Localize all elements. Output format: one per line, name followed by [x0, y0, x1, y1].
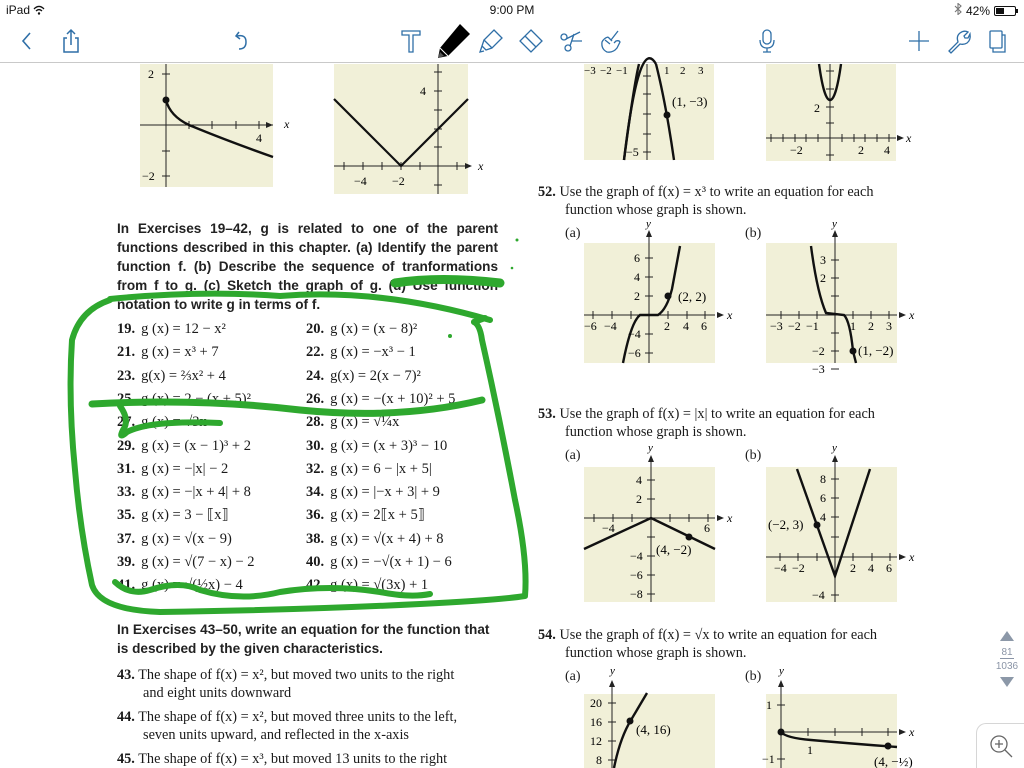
- bluetooth-icon: [954, 3, 962, 18]
- exercise-42: [306, 577, 428, 594]
- svg-text:y: y: [646, 218, 651, 230]
- exercise-number: 27.: [117, 414, 136, 431]
- exercise-expression: g (x) = −√(x + 1) − 6: [330, 554, 452, 570]
- current-page: 81: [1001, 647, 1013, 658]
- svg-text:−3: −3: [584, 65, 596, 77]
- graph-52b: [766, 218, 915, 376]
- svg-text:(1, −2): (1, −2): [858, 343, 894, 358]
- exercise-expression: g (x) = x³ + 7: [141, 344, 219, 361]
- exercise-number: 38.: [306, 530, 325, 547]
- svg-text:y: y: [779, 665, 784, 677]
- svg-text:2: 2: [868, 319, 874, 333]
- svg-text:1: 1: [807, 743, 813, 757]
- svg-text:(1, −3): (1, −3): [672, 94, 708, 109]
- svg-text:x: x: [909, 308, 915, 322]
- exercise-expression: g (x) = √(½x) − 4: [141, 577, 243, 594]
- page-navigator: [992, 630, 1022, 700]
- scissors-tool-icon: [558, 28, 584, 54]
- svg-text:−3: −3: [770, 319, 783, 333]
- eraser-tool-icon: [518, 28, 544, 54]
- svg-text:−6: −6: [628, 346, 641, 360]
- graph-54a: [584, 665, 719, 768]
- exercise-expression: g (x) = √¼x: [330, 414, 400, 431]
- svg-text:1: 1: [766, 698, 772, 712]
- exercise-20: [306, 321, 417, 338]
- exercise-expression: g (x) = |−x + 3| + 9: [330, 484, 440, 501]
- exercise-28: [306, 414, 399, 431]
- exercise-expression: g (x) = −x³ − 1: [330, 344, 416, 361]
- exercise-number: 41.: [117, 577, 136, 594]
- exercise-expression: g (x) = √(x + 4) + 8: [330, 530, 444, 547]
- pages-button[interactable]: [982, 26, 1012, 56]
- exercise-52: 52. Use the graph of f(x) = x³ to write an equation for each function whose graph is shown.: [538, 184, 874, 218]
- svg-text:2: 2: [664, 319, 670, 333]
- exercise-number: 36.: [306, 507, 325, 524]
- svg-text:1: 1: [850, 319, 856, 333]
- exercise-27: [117, 414, 207, 431]
- exercise-number: 19.: [117, 321, 136, 337]
- exercise-expression: g (x) = −|x| − 2: [141, 460, 229, 477]
- exercise-37: [117, 531, 232, 548]
- svg-text:x: x: [906, 131, 912, 145]
- graph-top-mid: [334, 64, 484, 194]
- graph-52a: [584, 218, 733, 363]
- toolbar: [0, 20, 1024, 63]
- svg-text:−6: −6: [584, 319, 597, 333]
- zoom-in-icon: [988, 733, 1014, 759]
- exercise-number: 28.: [306, 414, 325, 431]
- exercise-number: 40.: [306, 554, 325, 570]
- highlighter-tool-icon: [478, 28, 504, 54]
- graph-53a: [584, 442, 733, 602]
- share-icon: [58, 28, 84, 54]
- scissors-tool-button[interactable]: [556, 26, 586, 56]
- svg-text:4: 4: [820, 510, 826, 524]
- text-tool-icon: [398, 28, 424, 54]
- svg-text:6: 6: [704, 521, 710, 535]
- svg-text:−4: −4: [812, 588, 825, 602]
- exercise-33: [117, 484, 251, 501]
- exercise-19: [117, 321, 226, 338]
- svg-text:−1: −1: [762, 752, 775, 766]
- graph-54b: [762, 665, 915, 768]
- svg-text:6: 6: [886, 561, 892, 575]
- svg-text:4: 4: [420, 84, 426, 98]
- svg-text:8: 8: [596, 753, 602, 767]
- exercise-expression: g (x) = (x − 1)³ + 2: [141, 437, 251, 454]
- exercise-expression: g(x) = ⅔x² + 4: [141, 367, 226, 384]
- graph-top-left-svg: [140, 64, 290, 187]
- svg-text:y: y: [648, 442, 653, 454]
- svg-text:−2: −2: [790, 143, 803, 157]
- svg-text:2: 2: [850, 561, 856, 575]
- pencil-tool-icon: [436, 22, 472, 60]
- exercise-39: [117, 554, 255, 571]
- exercise-expression: g (x) = 12 − x²: [141, 321, 226, 337]
- exercise-23: [117, 368, 226, 385]
- svg-text:−2: −2: [600, 65, 612, 77]
- exercise-44: 44. The shape of f(x) = x², but moved three units to the left, seven units upward, and reflected in the x-axis: [117, 709, 458, 743]
- exercise-40: [306, 554, 452, 571]
- exercise-expression: g (x) = −(x + 10)² + 5: [330, 390, 456, 407]
- instructions-19-42: In Exercises 19–42, g is related to one of the parent functions described in this chapter. (a) Identify the parent function f. (b) Describe the sequence of tranformations from f to g. (c) Sketch the graph of g. (d) Use function notation to write g in terms of f.: [117, 221, 498, 312]
- add-icon: [906, 28, 932, 54]
- exercise-expression: g (x) = √3x: [141, 414, 207, 431]
- svg-text:20: 20: [590, 696, 602, 710]
- exercise-number: 25.: [117, 390, 136, 407]
- svg-text:−3: −3: [812, 362, 825, 376]
- exercise-number: 42.: [306, 577, 325, 594]
- exercise-number: 32.: [306, 460, 325, 477]
- svg-text:4: 4: [884, 143, 890, 157]
- svg-text:(2, 2): (2, 2): [678, 289, 707, 304]
- page-up-button[interactable]: [992, 630, 1022, 644]
- wrench-icon: [946, 28, 972, 54]
- svg-text:x: x: [909, 550, 915, 564]
- exercise-number: 23.: [117, 367, 136, 384]
- svg-text:y: y: [832, 442, 837, 454]
- exercise-34: [306, 484, 440, 501]
- exercise-number: 33.: [117, 484, 136, 501]
- ex53-part-b-label: (b): [745, 448, 762, 463]
- back-button[interactable]: [12, 26, 42, 56]
- device-name: iPad: [6, 3, 31, 17]
- add-button[interactable]: [904, 26, 934, 56]
- zoom-button[interactable]: [976, 723, 1024, 768]
- graph-top-right-1: [584, 64, 714, 160]
- graph-53b: [766, 442, 915, 602]
- graph-top-right-2: [766, 64, 912, 161]
- document-page[interactable]: [0, 64, 1024, 768]
- svg-text:2: 2: [636, 492, 642, 506]
- svg-text:y: y: [610, 665, 615, 677]
- svg-text:12: 12: [590, 734, 602, 748]
- svg-text:−4: −4: [774, 561, 787, 575]
- exercise-expression: g (x) = −|x + 4| + 8: [141, 484, 251, 501]
- exercise-expression: g (x) = 2⟦x + 5⟧: [330, 507, 425, 524]
- svg-text:3: 3: [886, 319, 892, 333]
- svg-text:2: 2: [820, 271, 826, 285]
- exercise-30: [306, 438, 447, 455]
- status-right: [954, 3, 1016, 18]
- exercise-36: [306, 507, 425, 524]
- svg-text:2: 2: [634, 289, 640, 303]
- exercise-26: [306, 391, 455, 408]
- share-button[interactable]: [56, 26, 86, 56]
- page-up-icon: [999, 630, 1015, 642]
- svg-text:2: 2: [148, 67, 154, 81]
- svg-text:y: y: [832, 218, 837, 230]
- svg-text:−4: −4: [630, 549, 643, 563]
- svg-text:6: 6: [701, 319, 707, 333]
- exercise-expression: g (x) = √(7 − x) − 2: [141, 554, 255, 570]
- microphone-icon: [754, 28, 780, 54]
- settings-button[interactable]: [944, 26, 974, 56]
- svg-text:−6: −6: [630, 568, 643, 582]
- exercise-number: 31.: [117, 460, 136, 477]
- svg-text:−2: −2: [788, 319, 801, 333]
- battery-percent: 42%: [965, 3, 990, 18]
- svg-text:(4, −2): (4, −2): [656, 542, 692, 557]
- instructions-43-50: In Exercises 43–50, write an equation for the function that is described by the given characteristics.: [117, 622, 490, 656]
- svg-text:(−2, 3): (−2, 3): [768, 517, 804, 532]
- svg-text:x: x: [727, 308, 733, 322]
- exercise-expression: g(x) = 2(x − 7)²: [330, 367, 421, 384]
- exercise-number: 39.: [117, 554, 136, 570]
- exercise-25: [117, 391, 251, 408]
- exercise-32: [306, 461, 432, 478]
- ex54-part-b-label: (b): [745, 669, 762, 684]
- ex53-part-a-label: (a): [565, 448, 581, 463]
- svg-text:4: 4: [636, 473, 642, 487]
- svg-text:−5: −5: [626, 145, 639, 159]
- svg-text:3: 3: [698, 65, 704, 77]
- hand-tool-icon: [598, 28, 624, 54]
- battery-fill: [996, 8, 1004, 14]
- hand-tool-button[interactable]: [596, 26, 626, 56]
- svg-text:x: x: [727, 511, 733, 525]
- exercise-43: 43. The shape of f(x) = x², but moved two units to the right and eight units downward: [117, 667, 455, 701]
- exercise-number: 26.: [306, 390, 325, 407]
- svg-text:−1: −1: [806, 319, 819, 333]
- ex52-part-b-label: (b): [745, 226, 762, 241]
- svg-text:2: 2: [858, 143, 864, 157]
- exercise-expression: g (x) = 2 − (x + 5)²: [141, 390, 251, 407]
- page-down-button[interactable]: [992, 676, 1022, 690]
- microphone-button[interactable]: [752, 26, 782, 56]
- exercise-22: [306, 344, 416, 361]
- exercise-number: 24.: [306, 367, 325, 384]
- svg-text:1: 1: [664, 65, 670, 77]
- undo-button[interactable]: [226, 26, 256, 56]
- pencil-tool-button[interactable]: [436, 22, 472, 60]
- graph-top-left: [140, 64, 290, 187]
- svg-text:−4: −4: [602, 521, 615, 535]
- svg-text:−2: −2: [812, 344, 825, 358]
- battery-icon: [994, 6, 1016, 16]
- exercise-number: 29.: [117, 437, 136, 454]
- exercise-number: 22.: [306, 344, 325, 361]
- exercise-54: 54. Use the graph of f(x) = √x to write an equation for each function whose graph is shown.: [538, 627, 878, 661]
- highlighter-tool-button[interactable]: [476, 26, 506, 56]
- svg-text:4: 4: [868, 561, 874, 575]
- svg-text:(4, −½): (4, −½): [874, 754, 913, 768]
- exercise-21: [117, 344, 219, 361]
- svg-text:8: 8: [820, 472, 826, 486]
- exercise-expression: g (x) = 6 − |x + 5|: [330, 460, 432, 477]
- exercise-number: 37.: [117, 530, 136, 547]
- svg-text:−2: −2: [142, 169, 155, 183]
- exercise-number: 20.: [306, 321, 325, 337]
- exercise-29: [117, 438, 251, 455]
- svg-text:4: 4: [256, 131, 262, 145]
- exercise-number: 34.: [306, 484, 325, 501]
- exercise-number: 21.: [117, 344, 136, 361]
- exercise-expression: g (x) = 3 − ⟦x⟧: [141, 507, 229, 524]
- exercise-45: 45. The shape of f(x) = x³, but moved 13 units to the right: [117, 751, 448, 767]
- undo-icon: [228, 28, 254, 54]
- svg-text:−1: −1: [616, 65, 628, 77]
- exercise-38: [306, 531, 444, 548]
- exercise-31: [117, 461, 228, 478]
- exercise-expression: g (x) = √(x − 9): [141, 530, 232, 547]
- svg-text:4: 4: [634, 270, 640, 284]
- back-icon: [14, 28, 40, 54]
- status-bar: [0, 0, 1024, 20]
- svg-text:6: 6: [634, 251, 640, 265]
- exercise-expression: g (x) = (x − 8)²: [330, 321, 418, 337]
- svg-text:16: 16: [590, 715, 602, 729]
- exercise-41: [117, 577, 243, 594]
- svg-text:−2: −2: [792, 561, 805, 575]
- svg-text:6: 6: [820, 491, 826, 505]
- exercise-number: 35.: [117, 507, 136, 524]
- total-pages: 1036: [995, 661, 1019, 672]
- svg-text:x: x: [478, 159, 484, 173]
- exercise-number: 30.: [306, 437, 325, 454]
- svg-text:−4: −4: [604, 319, 617, 333]
- svg-text:4: 4: [683, 319, 689, 333]
- svg-text:−4: −4: [628, 327, 641, 341]
- exercise-35: [117, 507, 229, 524]
- exercise-expression: g (x) = √(3x) + 1: [330, 577, 429, 594]
- svg-text:−8: −8: [630, 587, 643, 601]
- text-tool-button[interactable]: [396, 26, 426, 56]
- ex54-part-a-label: (a): [565, 669, 581, 684]
- clock: 9:00 PM: [489, 3, 535, 17]
- svg-text:−4: −4: [354, 174, 367, 188]
- svg-text:2: 2: [814, 101, 820, 115]
- svg-text:−2: −2: [392, 174, 405, 188]
- pages-icon: [984, 28, 1010, 54]
- svg-text:x: x: [284, 117, 290, 131]
- svg-text:x: x: [909, 725, 915, 739]
- exercise-24: [306, 368, 421, 385]
- svg-text:(4, 16): (4, 16): [636, 722, 671, 737]
- page-down-icon: [999, 676, 1015, 688]
- svg-text:3: 3: [820, 253, 826, 267]
- eraser-tool-button[interactable]: [516, 26, 546, 56]
- ex52-part-a-label: (a): [565, 226, 581, 241]
- exercise-53: 53. Use the graph of f(x) = |x| to write an equation for each function whose graph is shown.: [538, 406, 875, 440]
- exercise-expression: g (x) = (x + 3)³ − 10: [330, 437, 448, 454]
- svg-text:2: 2: [680, 65, 686, 77]
